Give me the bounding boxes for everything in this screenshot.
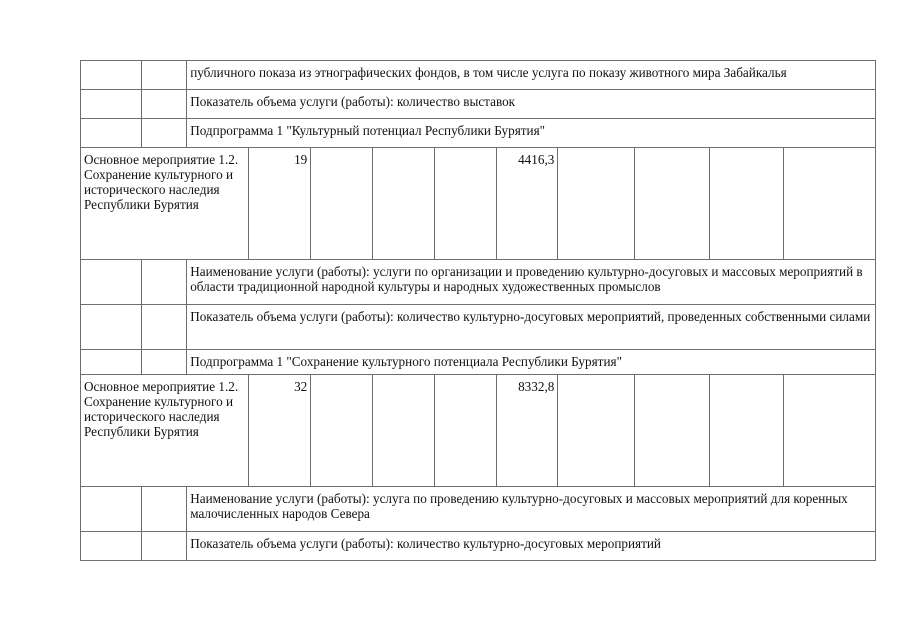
empty-cell <box>709 375 784 487</box>
service-name-cell: Наименование услуги (работы): услуга по проведению культурно-досуговых и массовых мероприятий для коренных малочисленных народов Севера <box>187 487 876 532</box>
empty-cell <box>558 375 635 487</box>
amount-cell: 8332,8 <box>497 375 558 487</box>
empty-cell <box>784 375 876 487</box>
empty-cell <box>635 375 710 487</box>
amount-cell: 4416,3 <box>497 148 558 260</box>
service-text-cell: публичного показа из этнографических фондов, в том числе услуга по показу животного мира Забайкалья <box>187 61 876 90</box>
table-row <box>81 260 876 305</box>
table-row <box>81 305 876 350</box>
empty-cell <box>141 487 186 532</box>
empty-cell <box>635 148 710 260</box>
indicator-text-cell: Показатель объема услуги (работы): количество выставок <box>187 90 876 119</box>
empty-cell <box>141 532 186 561</box>
table-row <box>81 148 876 260</box>
activity-name-cell: Основное мероприятие 1.2. Сохранение культурного и исторического наследия Республики Бурятия <box>81 148 249 260</box>
service-name-cell: Наименование услуги (работы): услуги по организации и проведению культурно-досуговых и массовых мероприятий в области традиционной народной культуры и народных художественных промыслов <box>187 260 876 305</box>
table-row <box>81 119 876 148</box>
table-row <box>81 532 876 561</box>
table-row <box>81 487 876 532</box>
program-table <box>80 60 876 561</box>
quantity-cell: 32 <box>249 375 311 487</box>
activity-name-cell: Основное мероприятие 1.2. Сохранение культурного и исторического наследия Республики Бурятия <box>81 375 249 487</box>
empty-cell <box>709 148 784 260</box>
table-row <box>81 350 876 375</box>
empty-cell <box>311 148 373 260</box>
empty-cell <box>558 148 635 260</box>
table-row <box>81 90 876 119</box>
empty-cell <box>81 305 142 350</box>
empty-cell <box>81 61 142 90</box>
empty-cell <box>141 350 186 375</box>
empty-cell <box>81 350 142 375</box>
empty-cell <box>311 375 373 487</box>
subprogram-title-cell: Подпрограмма 1 "Сохранение культурного потенциала Республики Бурятия" <box>187 350 876 375</box>
table-row <box>81 61 876 90</box>
empty-cell <box>435 148 497 260</box>
empty-cell <box>141 90 186 119</box>
empty-cell <box>373 375 435 487</box>
quantity-cell: 19 <box>249 148 311 260</box>
empty-cell <box>81 532 142 561</box>
empty-cell <box>81 487 142 532</box>
empty-cell <box>141 61 186 90</box>
indicator-text-cell: Показатель объема услуги (работы): количество культурно-досуговых мероприятий, проведенных собственными силами <box>187 305 876 350</box>
subprogram-title-cell: Подпрограмма 1 "Культурный потенциал Республики Бурятия" <box>187 119 876 148</box>
empty-cell <box>81 90 142 119</box>
empty-cell <box>81 260 142 305</box>
table-row <box>81 375 876 487</box>
indicator-text-cell: Показатель объема услуги (работы): количество культурно-досуговых мероприятий <box>187 532 876 561</box>
empty-cell <box>141 305 186 350</box>
empty-cell <box>141 119 186 148</box>
empty-cell <box>81 119 142 148</box>
empty-cell <box>435 375 497 487</box>
empty-cell <box>373 148 435 260</box>
empty-cell <box>784 148 876 260</box>
document-page <box>80 60 876 561</box>
empty-cell <box>141 260 186 305</box>
